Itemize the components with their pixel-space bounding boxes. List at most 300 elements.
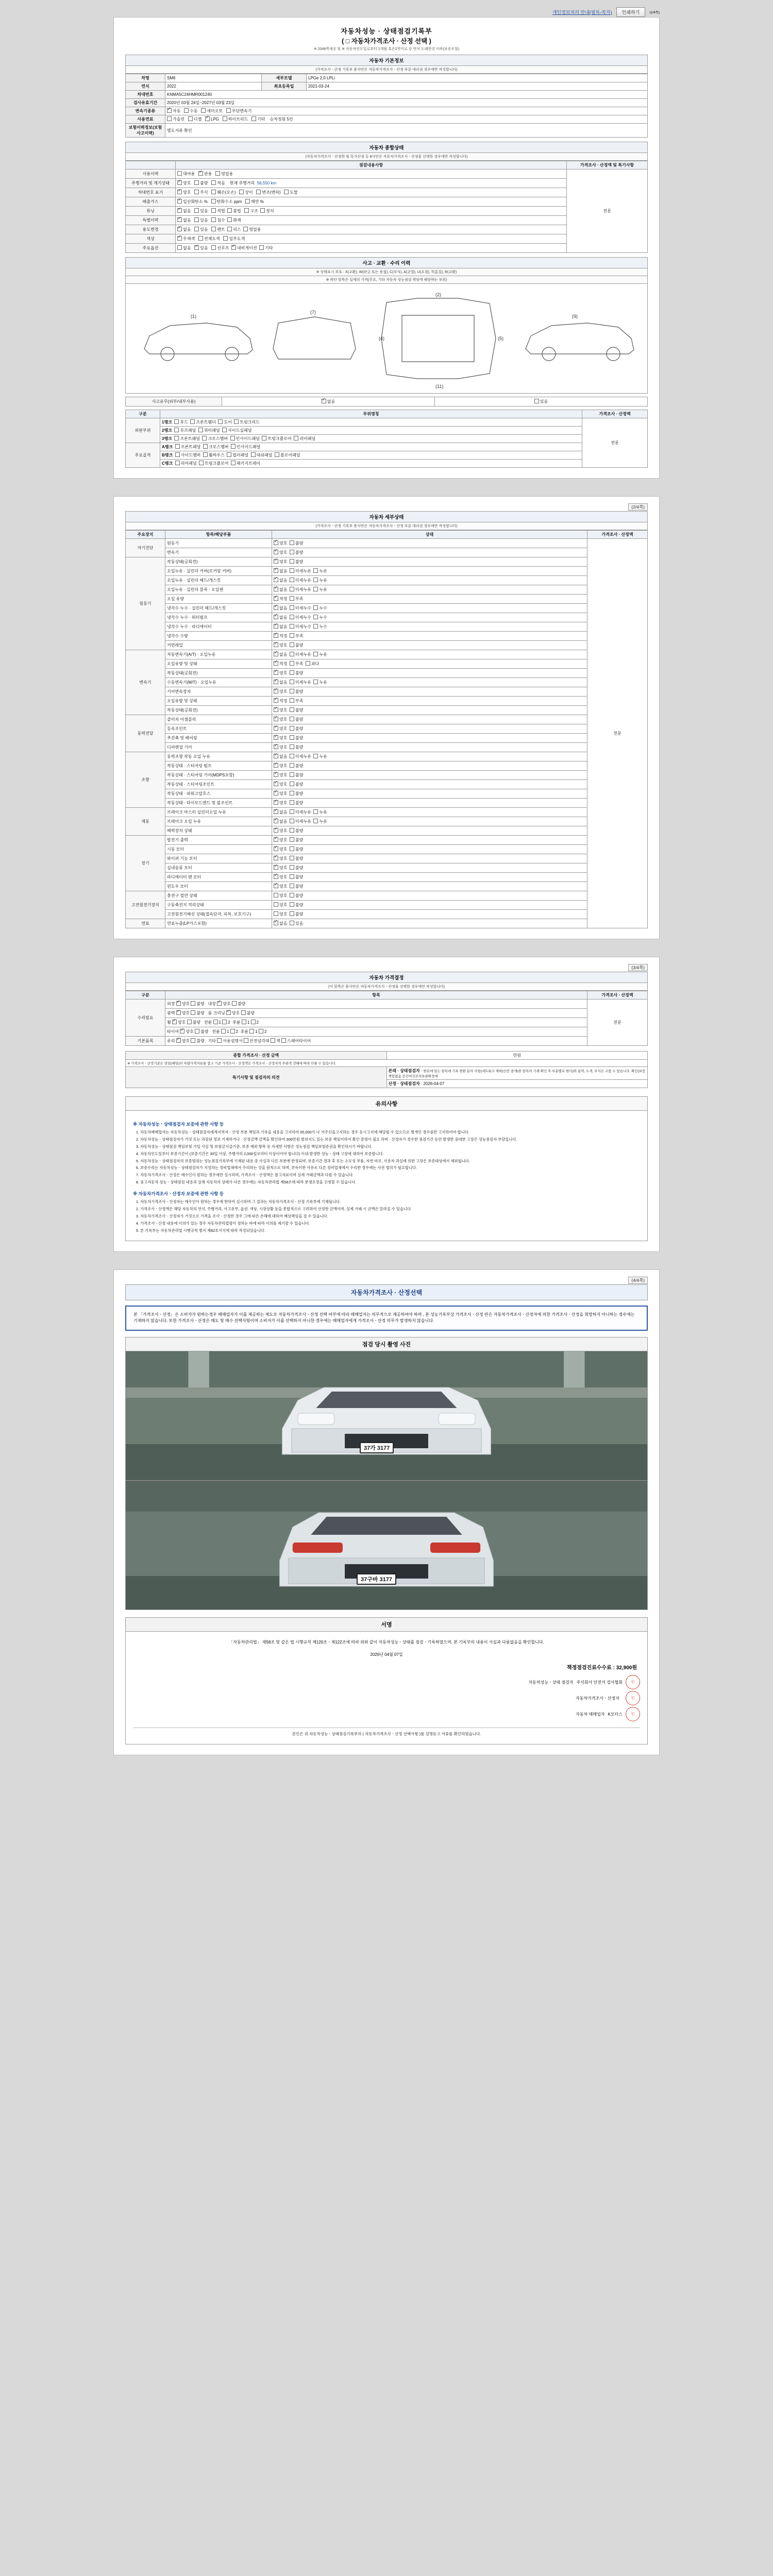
checkbox-tuning-structure[interactable] (244, 208, 249, 213)
checkbox-side-sill-panel[interactable] (222, 428, 227, 432)
outer-level-1[interactable]: 1랭크 후드 프론트휀더 도어 트렁크리드 (160, 418, 582, 427)
checkbox-trunk-lid[interactable] (234, 419, 239, 424)
detail-row (126, 548, 648, 557)
checkbox-package-tray[interactable] (231, 461, 236, 465)
detail-state-cell[interactable] (272, 808, 587, 817)
checkbox-mission-cvt[interactable] (226, 108, 231, 113)
checkbox-없음[interactable] (274, 680, 278, 684)
final-price-table (125, 1051, 648, 1088)
parts-table (125, 410, 648, 468)
checkbox-glass-bad[interactable] (191, 1038, 195, 1043)
checkbox-양호[interactable] (274, 782, 278, 786)
checkbox-tire-front-2[interactable] (230, 1029, 235, 1033)
checkbox-누유[interactable] (313, 578, 318, 582)
notice-item: 1. 자동차가격조사ㆍ산정자는 매수인이 원하는 경우에 한하여 실시하며 그 결과는 자동차가격조사ㆍ산정 기록부에 기재됩니다. (140, 1199, 640, 1205)
checkbox-wheel-house[interactable] (203, 452, 208, 457)
checkbox-fuel-lpg[interactable] (205, 116, 210, 121)
checkbox-양호[interactable] (274, 893, 278, 897)
checkbox-없음[interactable] (274, 652, 278, 656)
checkbox-cleaning-bad[interactable] (241, 1010, 246, 1015)
checkbox-없음[interactable] (274, 578, 278, 582)
checkbox-emission-co[interactable] (177, 199, 182, 204)
detail-part-label: 고전원전기배선 상태(접속단자, 피복, 보호기구) (165, 910, 272, 919)
checkbox-미세누유[interactable] (290, 754, 294, 758)
detail-state-cell[interactable] (272, 734, 587, 743)
label-current-mileage: 현재 주행거리 (229, 181, 255, 185)
detail-option-label: 과다 (311, 662, 322, 666)
checkbox-양호[interactable] (274, 540, 278, 545)
checkbox-special-none[interactable] (177, 217, 182, 222)
checkbox-불량[interactable] (290, 642, 294, 647)
checkbox-usagechange-lease[interactable] (227, 227, 232, 231)
row-value-vin-mark[interactable]: ✓ 양호 부식 훼손(오손) 상이 변조(변타) 도말 (176, 188, 567, 197)
row-glass-etc[interactable]: 유리 ✓ 양호 불량 기타 사용설명서 안전삼각대 잭 스페어타이어 (165, 1037, 587, 1046)
detail-option-label: 미세누유 (295, 754, 314, 759)
frame-level-b[interactable]: B랭크 사이드멤버 휠하우스 필러패널 대쉬패널 플로어패널 (160, 451, 582, 460)
checkbox-부족[interactable] (290, 661, 294, 666)
checkbox-rear-panel-outer[interactable] (294, 436, 298, 440)
checkbox-tire-front-1[interactable] (221, 1029, 226, 1033)
row-polish-cleaning[interactable]: 광택 ✓ 양호 불량 룸 크리닝 ✓ 양호 불량 (165, 1009, 587, 1018)
detail-state-cell[interactable] (272, 585, 587, 595)
detail-state-cell[interactable] (272, 863, 587, 873)
checkbox-미세누수[interactable] (290, 615, 294, 619)
checkbox-적정[interactable] (274, 633, 278, 638)
checkbox-없음[interactable] (274, 615, 278, 619)
checkbox-usage-business[interactable] (215, 171, 220, 176)
row-value-usage[interactable]: 대여용 ✓ 관용 영업용 (176, 170, 567, 179)
checkbox-양호[interactable] (274, 911, 278, 916)
value-accident-yes[interactable]: 있음 (435, 397, 648, 406)
checkbox-양호[interactable] (274, 717, 278, 721)
detail-state-cell[interactable] (272, 604, 587, 613)
checkbox-미세누수[interactable] (290, 605, 294, 610)
checkbox-mileage-bad[interactable] (194, 180, 199, 185)
checkbox-special-fire[interactable] (227, 217, 232, 222)
frame-level-a[interactable]: A랭크 프론트패널 크로스멤버 인사이드패널 (160, 443, 582, 451)
detail-part-label: 작동상태(공회전) (165, 557, 272, 567)
row-value-tuning[interactable]: ✓ 없음 있음 적법 불법 구조 장치 (176, 207, 567, 216)
detail-state-cell[interactable] (272, 919, 587, 928)
checkbox-불량[interactable] (290, 846, 294, 851)
checkbox-누유[interactable] (313, 568, 318, 573)
checkbox-special-flood[interactable] (211, 217, 216, 222)
checkbox-tuning-yes[interactable] (194, 208, 199, 213)
checkbox-양호[interactable] (274, 735, 278, 740)
checkbox-없음[interactable] (274, 819, 278, 823)
checkbox-wheel-front-2[interactable] (222, 1020, 227, 1024)
detail-state-cell[interactable] (272, 836, 587, 845)
checkbox-양호[interactable] (274, 791, 278, 795)
checkbox-양호[interactable] (274, 865, 278, 870)
checkbox-누수[interactable] (313, 615, 318, 619)
detail-row (126, 808, 648, 817)
checkbox-불량[interactable] (290, 800, 294, 805)
checkbox-부족[interactable] (290, 596, 294, 601)
detail-state-cell[interactable] (272, 715, 587, 724)
checkbox-불량[interactable] (290, 828, 294, 833)
detail-state-cell[interactable] (272, 752, 587, 761)
checkbox-glass-good[interactable] (176, 1038, 181, 1043)
checkbox-color-part-repaint[interactable] (223, 236, 228, 241)
checkbox-vin-erased[interactable] (284, 190, 289, 194)
checkbox-불량[interactable] (290, 763, 294, 768)
checkbox-accident-none[interactable] (322, 399, 326, 403)
checkbox-fuel-diesel[interactable] (188, 116, 193, 121)
checkbox-미세누유[interactable] (290, 587, 294, 591)
checkbox-inside-panel[interactable] (231, 444, 236, 449)
checkbox-mission-auto[interactable] (167, 108, 172, 113)
checkbox-불량[interactable] (290, 726, 294, 731)
checkbox-front-panel[interactable] (175, 444, 180, 449)
checkbox-불량[interactable] (290, 902, 294, 907)
detail-option-label: 누유 (319, 810, 330, 815)
row-wheel[interactable]: 휠 ✓ 양호 불량 전륜 1 2 후륜 1 2 (165, 1018, 587, 1027)
detail-state-cell[interactable] (272, 910, 587, 919)
outer-level-2[interactable]: 2랭크 루프패널 쿼터패널 사이드실패널 (160, 427, 582, 435)
detail-state-cell[interactable] (272, 845, 587, 854)
checkbox-vin-different[interactable] (239, 190, 244, 194)
row-value-emission[interactable]: ✓ 일산화탄소 % 탄화수소 ppm 매연 % (176, 197, 567, 207)
detail-state-cell[interactable] (272, 613, 587, 622)
checkbox-vin-modified[interactable] (256, 190, 261, 194)
checkbox-누유[interactable] (313, 809, 318, 814)
checkbox-special-yes[interactable] (194, 217, 199, 222)
detail-option-label: 양호 (279, 708, 290, 713)
checkbox-불량[interactable] (290, 837, 294, 842)
checkbox-vin-good[interactable] (177, 190, 182, 194)
checkbox-양호[interactable] (274, 642, 278, 647)
row-value-options[interactable]: 없음 ✓ 있음 선루프 ✓ 내비게이션 기타 (176, 244, 567, 253)
checkbox-양호[interactable] (274, 689, 278, 693)
checkbox-quarter-panel[interactable] (198, 428, 203, 432)
detail-row (126, 826, 648, 836)
checkbox-accident-yes[interactable] (534, 399, 539, 403)
checkbox-jack[interactable] (271, 1038, 275, 1043)
checkbox-side-member[interactable] (175, 452, 180, 457)
checkbox-tuning-legal[interactable] (211, 208, 216, 213)
checkbox-없음[interactable] (274, 921, 278, 925)
checkbox-wheel-rear-2[interactable] (251, 1020, 256, 1024)
checkbox-tire-rear-2[interactable] (259, 1029, 263, 1033)
checkbox-tire-bad[interactable] (195, 1029, 199, 1033)
detail-option-label: 불량 (295, 745, 306, 750)
privacy-link[interactable]: 개인정보처리 안내(필독-꼭지) (552, 10, 612, 15)
checkbox-누유[interactable] (313, 754, 318, 758)
checkbox-양호[interactable] (274, 772, 278, 777)
checkbox-rear-panel[interactable] (175, 461, 180, 465)
checkbox-미세누유[interactable] (290, 809, 294, 814)
checkbox-없음[interactable] (274, 568, 278, 573)
detail-state-cell[interactable] (272, 901, 587, 910)
checkbox-usage-rental[interactable] (177, 171, 182, 176)
detail-part-label: 변속기 (165, 548, 272, 557)
checkbox-usagechange-none[interactable] (177, 227, 182, 231)
detail-option-label: 누수 (319, 606, 330, 611)
checkbox-양호[interactable] (274, 763, 278, 768)
checkbox-양호[interactable] (274, 902, 278, 907)
detail-state-cell[interactable] (272, 641, 587, 650)
checkbox-불량[interactable] (290, 772, 294, 777)
checkbox-option-sunroof[interactable] (211, 245, 216, 250)
checkbox-부족[interactable] (290, 633, 294, 638)
detail-state-cell[interactable] (272, 567, 587, 576)
checkbox-불량[interactable] (290, 689, 294, 693)
checkbox-spare-tire[interactable] (281, 1038, 286, 1043)
print-button[interactable]: 인쇄하기 (616, 7, 646, 17)
checkbox-pillar-panel[interactable] (227, 452, 231, 457)
checkbox-color-original[interactable] (177, 236, 182, 241)
checkbox-불량[interactable] (290, 540, 294, 545)
checkbox-cross-member[interactable] (203, 444, 208, 449)
checkbox-option-yes[interactable] (194, 245, 199, 250)
detail-state-cell[interactable] (272, 697, 587, 706)
detail-option-label: 적정 (279, 597, 290, 601)
row-exterior-interior[interactable]: 외장 ✓ 양호 불량 내장 ✓ 양호 불량 (165, 999, 587, 1009)
checkbox-emission-hc[interactable] (211, 199, 216, 204)
detail-state-cell[interactable] (272, 687, 587, 697)
checkbox-vin-corrosion[interactable] (194, 190, 199, 194)
checkbox-usagechange-business[interactable] (243, 227, 248, 231)
checkbox-양호[interactable] (274, 874, 278, 879)
detail-state-cell[interactable] (272, 595, 587, 604)
checkbox-mileage-low[interactable] (211, 180, 216, 185)
signature-role: 자동차가격조사ㆍ산정자 (575, 1696, 619, 1701)
row-value-special-history[interactable]: ✓ 없음 있음 침수 화재 (176, 216, 567, 225)
row-value-usage-change[interactable]: ✓ 없음 있음 렌트 리스 영업용 (176, 225, 567, 234)
detail-state-cell[interactable] (272, 780, 587, 789)
checkbox-미세누수[interactable] (290, 624, 294, 629)
checkbox-tuning-none[interactable] (177, 208, 182, 213)
detail-option-label: 양호 (279, 893, 290, 898)
checkbox-양호[interactable] (274, 726, 278, 731)
checkbox-불량[interactable] (290, 744, 294, 749)
checkbox-불량[interactable] (290, 670, 294, 675)
checkbox-usage-official[interactable] (198, 171, 203, 176)
checkbox-있음[interactable] (290, 921, 294, 925)
checkbox-mission-semiauto[interactable] (201, 108, 206, 113)
checkbox-누유[interactable] (313, 652, 318, 656)
checkbox-불량[interactable] (290, 884, 294, 888)
checkbox-불량[interactable] (290, 911, 294, 916)
checkbox-양호[interactable] (274, 744, 278, 749)
frame-level-c[interactable]: C랭크 리어패널 트렁크플로어 패키지트레이 (160, 460, 582, 468)
checkbox-미세누유[interactable] (290, 819, 294, 823)
detail-state-cell[interactable] (272, 891, 587, 901)
detail-state-cell[interactable] (272, 771, 587, 780)
detail-state-cell[interactable] (272, 557, 587, 567)
detail-option-label: 양호 (279, 764, 290, 768)
checkbox-불량[interactable] (290, 559, 294, 564)
checkbox-불량[interactable] (290, 550, 294, 554)
detail-state-cell[interactable] (272, 548, 587, 557)
checkbox-적정[interactable] (274, 596, 278, 601)
checkbox-양호[interactable] (274, 837, 278, 842)
checkbox-option-etc[interactable] (259, 245, 264, 250)
notice-list (140, 1130, 640, 1186)
detail-state-cell[interactable] (272, 622, 587, 632)
checkbox-usagechange-rent[interactable] (211, 227, 216, 231)
checkbox-tire-good[interactable] (180, 1029, 184, 1033)
checkbox-wheel-good[interactable] (172, 1020, 177, 1024)
checkbox-door[interactable] (218, 419, 223, 424)
checkbox-양호[interactable] (274, 856, 278, 860)
checkbox-polish-good[interactable] (176, 1010, 181, 1015)
checkbox-미세누유[interactable] (290, 680, 294, 684)
checkbox-불량[interactable] (290, 735, 294, 740)
section-overall-header: 자동차 종합상태 (125, 142, 648, 153)
checkbox-양호[interactable] (274, 884, 278, 888)
detail-option-label: 불량 (295, 773, 306, 777)
checkbox-없음[interactable] (274, 587, 278, 591)
detail-row (126, 817, 648, 826)
detail-option-label: 양호 (279, 689, 290, 694)
checkbox-미세누유[interactable] (290, 578, 294, 582)
checkbox-양호[interactable] (274, 550, 278, 554)
checkbox-cleaning-good[interactable] (226, 1010, 231, 1015)
checkbox-없음[interactable] (274, 624, 278, 629)
checkbox-미세누유[interactable] (290, 568, 294, 573)
checkbox-mission-manual[interactable] (184, 108, 189, 113)
detail-option-label: 불량 (295, 903, 306, 907)
detail-state-cell[interactable] (272, 789, 587, 799)
checkbox-wheel-bad[interactable] (187, 1020, 192, 1024)
checkbox-tuning-illegal[interactable] (227, 208, 232, 213)
detail-state-cell[interactable] (272, 743, 587, 752)
detail-state-cell[interactable] (272, 854, 587, 863)
detail-option-label: 불량 (295, 726, 306, 731)
checkbox-mileage-good[interactable] (177, 180, 182, 185)
checkbox-양호[interactable] (274, 846, 278, 851)
checkbox-interior-good[interactable] (217, 1001, 222, 1006)
checkbox-불량[interactable] (290, 893, 294, 897)
section-accident-note2: ※ 하단 항목은 실제의 가격(주요, 기타 자동차 성능점검 책임에 해당하는 부위) (125, 276, 648, 284)
checkbox-fuel-gasoline[interactable] (167, 116, 172, 121)
checkbox-floor-panel[interactable] (275, 452, 279, 457)
checkbox-roof-panel[interactable] (174, 428, 179, 432)
checkbox-emission-smoke[interactable] (245, 199, 250, 204)
svg-text:(5): (5) (498, 336, 503, 341)
checkbox-manual[interactable] (217, 1038, 222, 1043)
detail-option-label: 부족 (295, 699, 306, 703)
checkbox-option-none[interactable] (177, 245, 182, 250)
checkbox-과다[interactable] (306, 661, 310, 666)
row-value-color[interactable]: ✓ 무채색 전체도색 일부도색 (176, 234, 567, 244)
checkbox-불량[interactable] (290, 717, 294, 721)
detail-state-cell[interactable] (272, 724, 587, 734)
detail-option-label: 양호 (279, 912, 290, 917)
checkbox-불량[interactable] (290, 865, 294, 870)
checkbox-누유[interactable] (313, 587, 318, 591)
checkbox-tire-rear-1[interactable] (249, 1029, 254, 1033)
detail-option-label: 적정 (279, 662, 290, 666)
checkbox-front-fender[interactable] (190, 419, 195, 424)
value-mission[interactable]: ✓ 자동 수동 세미오토 무단변속기 (165, 107, 648, 115)
checkbox-wheel-front-1[interactable] (213, 1020, 218, 1024)
detail-state-cell[interactable] (272, 873, 587, 882)
checkbox-없음[interactable] (274, 754, 278, 758)
value-fuel[interactable]: 가솔린 디젤 ✓ LPG 하이브리드 기타 승차정원 5인 (165, 115, 648, 124)
checkbox-fuel-hybrid[interactable] (223, 116, 227, 121)
checkbox-없음[interactable] (274, 809, 278, 814)
checkbox-inside-panel-outer[interactable] (230, 436, 235, 440)
checkbox-cross-member-outer[interactable] (202, 436, 207, 440)
checkbox-polish-bad[interactable] (191, 1010, 195, 1015)
checkbox-불량[interactable] (290, 856, 294, 860)
detail-row (126, 724, 648, 734)
detail-part-label: 추진축 및 베어링 (165, 734, 272, 743)
row-tire[interactable]: 타이어 ✓ 양호 불량 전륜 1 2 후륜 1 2 (165, 1027, 587, 1037)
checkbox-fuel-etc[interactable] (251, 116, 256, 121)
detail-state-cell[interactable] (272, 882, 587, 891)
checkbox-불량[interactable] (290, 782, 294, 786)
value-accident-none[interactable]: ✓ 없음 (222, 397, 435, 406)
checkbox-미세누유[interactable] (290, 652, 294, 656)
detail-state-cell[interactable] (272, 826, 587, 836)
checkbox-option-navigation[interactable] (231, 245, 236, 250)
checkbox-color-full-repaint[interactable] (198, 236, 203, 241)
checkbox-exterior-bad[interactable] (191, 1001, 195, 1006)
detail-state-cell[interactable] (272, 576, 587, 585)
outer-level-3[interactable]: 3랭크 프론트패널 크로스멤버 인사이드패널 트렁크플로어 리어패널 (160, 435, 582, 443)
detail-state-cell[interactable] (272, 761, 587, 771)
checkbox-exterior-good[interactable] (176, 1001, 181, 1006)
checkbox-없음[interactable] (274, 605, 278, 610)
checkbox-interior-bad[interactable] (232, 1001, 237, 1006)
checkbox-양호[interactable] (274, 800, 278, 805)
checkbox-누수[interactable] (313, 624, 318, 629)
checkbox-tuning-device[interactable] (260, 208, 265, 213)
checkbox-usagechange-yes[interactable] (194, 227, 199, 231)
checkbox-적정[interactable] (274, 698, 278, 703)
signature-role: 자동차성능ㆍ상태 점검자 (528, 1680, 574, 1685)
detail-state-cell[interactable] (272, 706, 587, 715)
checkbox-불량[interactable] (290, 707, 294, 712)
checkbox-trunk-floor[interactable] (199, 461, 204, 465)
detail-state-cell[interactable] (272, 632, 587, 641)
detail-state-cell[interactable] (272, 539, 587, 548)
checkbox-dash-panel[interactable] (251, 452, 256, 457)
checkbox-hood[interactable] (174, 419, 179, 424)
checkbox-vin-damaged[interactable] (211, 190, 216, 194)
detail-state-cell[interactable] (272, 650, 587, 659)
checkbox-양호[interactable] (274, 559, 278, 564)
checkbox-양호[interactable] (274, 707, 278, 712)
checkbox-부족[interactable] (290, 698, 294, 703)
checkbox-불량[interactable] (290, 791, 294, 795)
checkbox-누수[interactable] (313, 605, 318, 610)
checkbox-wheel-rear-1[interactable] (242, 1020, 246, 1024)
detail-state-cell[interactable] (272, 659, 587, 669)
detail-state-cell[interactable] (272, 678, 587, 687)
detail-part-label: 기어변속장치 (165, 687, 272, 697)
row-value-mileage[interactable]: ✓ 양호 불량 적음 현재 주행거리 56,550 km (176, 179, 567, 188)
detail-state-cell[interactable] (272, 799, 587, 808)
checkbox-양호[interactable] (274, 670, 278, 675)
checkbox-양호[interactable] (274, 828, 278, 833)
checkbox-front-panel-outer[interactable] (174, 436, 179, 440)
detail-state-cell[interactable] (272, 669, 587, 678)
detail-state-cell[interactable] (272, 817, 587, 826)
checkbox-누유[interactable] (313, 819, 318, 823)
checkbox-적정[interactable] (274, 661, 278, 666)
checkbox-triangle[interactable] (244, 1038, 248, 1043)
detail-option-label: 부족 (295, 634, 306, 638)
checkbox-불량[interactable] (290, 874, 294, 879)
checkbox-trunk-floor-outer[interactable] (262, 436, 266, 440)
detail-option-label: 양호 (279, 643, 290, 648)
checkbox-누유[interactable] (313, 680, 318, 684)
